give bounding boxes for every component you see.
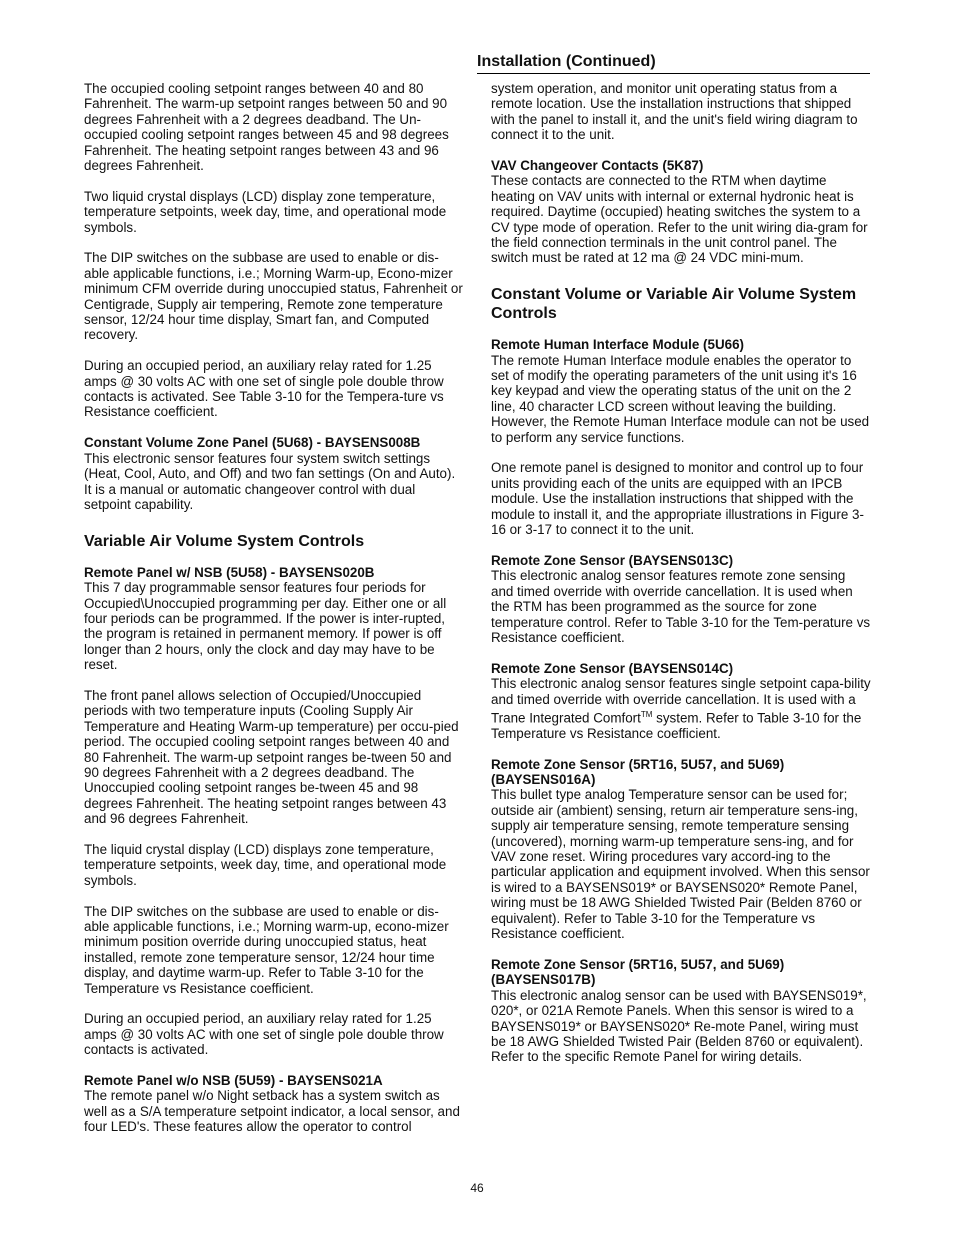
paragraph: During an occupied period, an auxiliary relay rated for 1.25 amps @ 30 volts AC with one set of single pole double throw contacts is activated. (84, 1011, 444, 1058)
paragraph: The DIP switches on the subbase are used to enable or dis-able applicable functions, i.e.; Morning warm-up, econo-mizer minimum position override during unoccupied status, heat installed, remote zone temperature sensor, 12/24 hour time display, and daytime warm-up. Refer to Table 3-10 for the Temperature vs Resistance coefficient. (84, 903, 449, 996)
subsection-title: Remote Zone Sensor (5RT16, 5U57, and 5U69) (491, 956, 785, 972)
paragraph: These contacts are connected to the RTM when daytime heating on VAV units with internal or external hydronic heat is required. Daytime (occupied) heating switches the system to a CV type mode of operation. Refer to the unit wiring dia-gram for the field connection terminals in the unit control panel. The switch must be rated at 12 ma @ 24 VDC mini-mum. (491, 173, 868, 266)
paragraph: One remote panel is designed to monitor and control up to four units providing each of the units are equipped with an IPCB module. Use the installation instructions that shipped with the module to install it, and the appropriate illustrations in Figure 3-16 or 3-17 to connect it to the unit. (491, 460, 864, 538)
subsection-title: Remote Zone Sensor (BAYSENS014C) (491, 660, 734, 676)
paragraph: The occupied cooling setpoint ranges between 40 and 80 Fahrenheit. The warm-up setpoint ranges between 50 and 90 degrees Fahrenheit with a 2 degrees deadband. The Un-occupied cooling setpoint ranges between 45 and 98 degrees Fahrenheit. The heating setpoint ranges between 43 and 96 degrees Fahrenheit. (84, 81, 449, 174)
paragraph: This electronic analog sensor can be used with BAYSENS019*, 020*, or 021A Remote Panels. When this sensor is wired to a BAYSENS019* or BAYSENS020* Re-mote Panel, wiring must be 18 AWG Shielded Twisted Pair (Belden 8760 or equivalent). Refer to the specific Remote Panel for wiring details. (491, 987, 867, 1065)
trademark-symbol: TM (640, 709, 653, 719)
paragraph: The remote panel w/o Night setback has a system switch as well as a S/A temperature setpoint indicator, a local sensor, and four LED's. These features allow the operator to control (84, 1088, 460, 1135)
paragraph: This bullet type analog Temperature sensor can be used for; outside air (ambient) sensing, return air temperature sens-ing, supply air temperature sensing, remote temperature sensing (uncovered), morning warm-up temperature sens-ing, and for VAV zone reset. Wiring procedures vary accord-ing to the particular application and equipment involved. When this sensor is wired to a BAYSENS019* or BAYSENS020* Remote Panel, wiring must be 18 AWG Shielded Twisted Pair (Belden 8760 or equivalent). Refer to Table 3-10 for the Temperature vs Resistance coefficient. (491, 787, 870, 942)
subsection-title: Remote Zone Sensor (5RT16, 5U57, and 5U69) (491, 756, 785, 772)
subsection-title: (BAYSENS016A) (491, 772, 596, 788)
paragraph: The DIP switches on the subbase are used to enable or dis-able applicable functions, i.e.; Morning Warm-up, Econo-mizer minimum CFM override during unoccupied status, Fahrenheit or Centigrade, Supply air tempering, Remote zone temperature sensor, 12/24 hour time display, Smart fan, and Computed recovery. (84, 250, 463, 343)
left-column (84, 81, 464, 1135)
subsection-title: Constant Volume Zone Panel (5U68) - BAYSENS008B (84, 435, 421, 451)
text-run: This electronic analog sensor features single setpoint capa-bility and timed override with override cancellation. It is used with a Trane Integrated Comfort (491, 676, 871, 726)
subsection-title: Remote Zone Sensor (BAYSENS013C) (491, 552, 734, 568)
paragraph: The liquid crystal display (LCD) displays zone temperature, temperature setpoints, week day, time, and operational mode symbols. (84, 841, 447, 888)
subsection-title: Remote Panel w/o NSB (5U59) - BAYSENS021A (84, 1073, 383, 1089)
paragraph: The front panel allows selection of Occupied/Unoccupied periods with two temperature inputs (Cooling Supply Air Temperature and Heating Warm-up temperature) per occu-pied period. The occupied cooling setpoint ranges between 40 and 80 Fahrenheit. The warm-up setpoint ranges be-tween 50 and 90 degrees Fahrenheit with a 2 degrees deadband. The Unoccupied cooling setpoint ranges be-tween 45 and 98 degrees Fahrenheit. The heating setpoint ranges between 43 and 96 degrees Fahrenheit. (84, 687, 459, 827)
paragraph: This electronic sensor features four system switch settings (Heat, Cool, Auto, and Off) and two fan settings (On and Auto). It is a manual or automatic changeover control with dual setpoint capability. (84, 450, 456, 512)
paragraph: system operation, and monitor unit operating status from a remote location. Use the installation instructions that shipped with the panel to install it, and the unit's field wiring diagram to connect it to the unit. (491, 81, 858, 143)
right-column (491, 81, 871, 1065)
paragraph: This electronic analog sensor features remote zone sensing and timed override with override cancellation. It is used when the RTM has been programmed as the source for zone temperature control. Refer to Table 3-10 for the Tem-perature vs Resistance coefficient. (491, 568, 871, 645)
subsection-title: (BAYSENS017B) (491, 972, 596, 988)
text-run: system. Refer to Table 3-10 for the Temperature vs Resistance coefficient. (491, 710, 862, 741)
paragraph (491, 676, 871, 741)
subsection-title: Remote Human Interface Module (5U66) (491, 337, 744, 353)
paragraph: During an occupied period, an auxiliary relay rated for 1.25 amps @ 30 volts AC with one set of single pole double throw contacts is activated. See Table 3-10 for the Tempera-ture vs Resistance coefficient. (84, 358, 444, 420)
paragraph: The remote Human Interface module enables the operator to set of modify the operating parameters of the unit using it's 16 key keypad and view the operating status of the unit on the 2 line, 40 character LCD screen without leaving the building. However, the Remote Human Interface module can not be used to perform any service functions. (491, 352, 870, 445)
page-header-title: Installation (Continued) (477, 52, 870, 74)
page-number: 46 (470, 1181, 484, 1195)
subsection-title: Remote Panel w/ NSB (5U58) - BAYSENS020B (84, 564, 375, 580)
section-title: Constant Volume or Variable Air Volume System Controls (491, 286, 857, 323)
subsection-title: VAV Changeover Contacts (5K87) (491, 158, 704, 174)
section-title: Variable Air Volume System Controls (84, 532, 365, 550)
paragraph: Two liquid crystal displays (LCD) display zone temperature, temperature setpoints, week day, time, and operational mode symbols. (84, 188, 447, 235)
paragraph: This 7 day programmable sensor features four periods for Occupied\Unoccupied programming per day. Either one or all four periods can be programmed. If the power is inter-rupted, the program is retained in permanent memory. If power is off longer than 2 hours, only the clock and day may have to be reset. (84, 580, 447, 673)
